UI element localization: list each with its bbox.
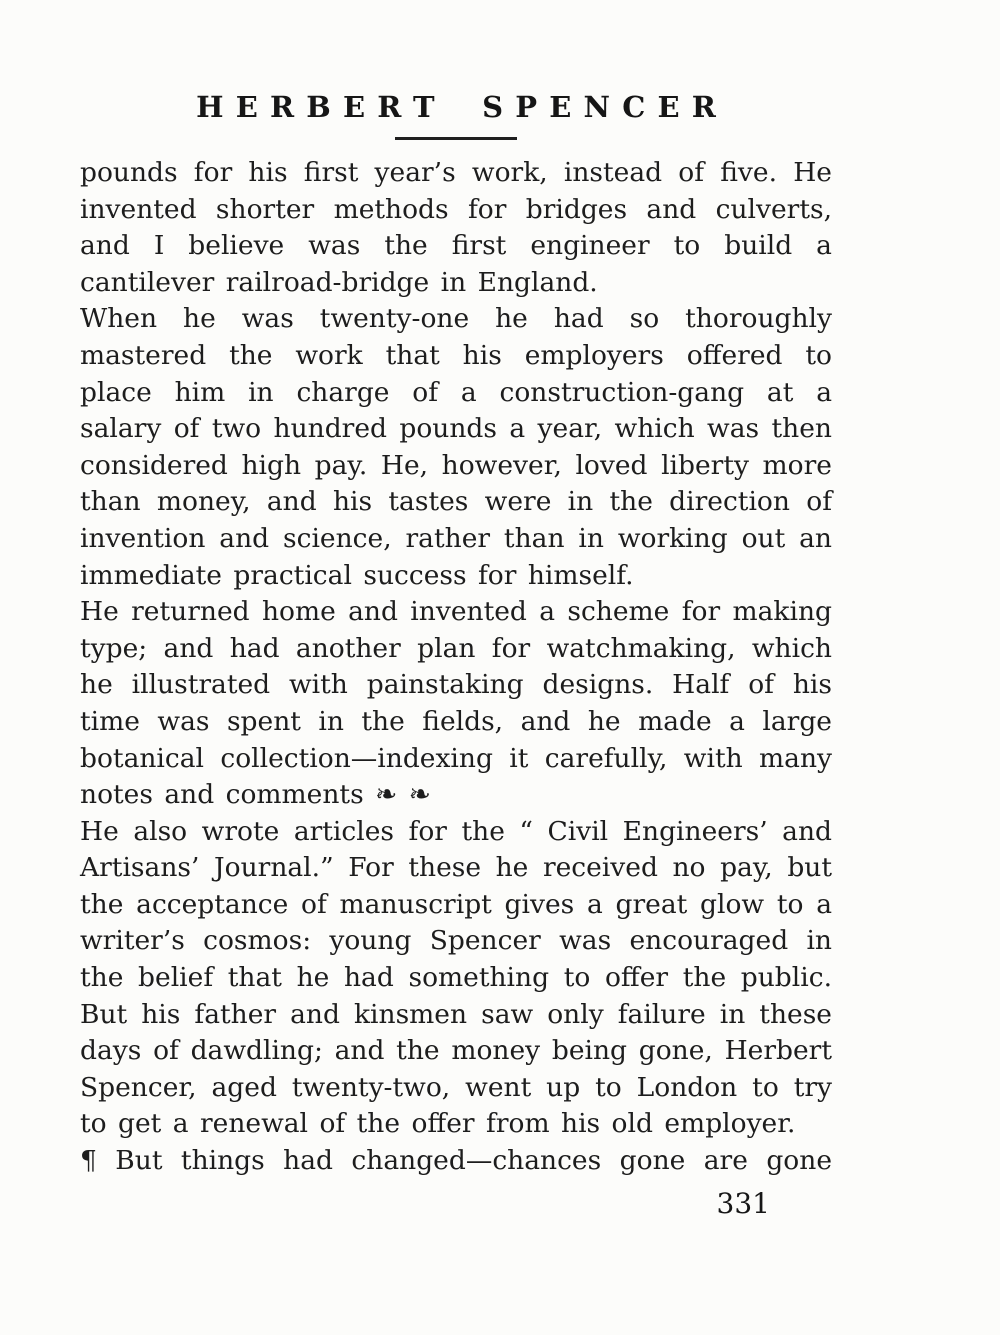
paragraph: pounds for his first year’s work, instead of five. He invented shorter methods for bridges and culverts, and I believe was the first engineer to build a cantilever railroad-bridge in England.	[80, 157, 832, 298]
paragraph: ¶ But things had changed—chances gone are gone	[80, 1145, 832, 1177]
paragraph: He returned home and invented a scheme for making type; and had another plan for watchmaking, which he illustrated with painstaking designs. Half of his time was spent in the fields, and he made a large botanical collection—indexing it carefully, with many notes and comments ❧ ❧	[80, 596, 832, 811]
page-number: 331	[716, 1186, 770, 1220]
paragraph: He also wrote articles for the “ Civil Engineers’ and Artisans’ Journal.” For these he received no pay, but the acceptance of manuscript gives a great glow to a writer’s cosmos: young Spencer was encouraged in the belief that he had something to offer the public. But his father and kinsmen saw only failure in these days of dawdling; and the money being gone, Herbert Spencer, aged twenty-two, went up to London to try to get a renewal of the offer from his old employer.	[80, 815, 832, 1140]
body-text	[80, 155, 832, 1180]
title-rule-divider	[395, 137, 517, 140]
page-title: HERBERT SPENCER	[196, 90, 729, 124]
book-page	[80, 0, 832, 1221]
paragraph: When he was twenty-one he had so thoroughly mastered the work that his employers offered to place him in charge of a construction-gang at a salary of two hundred pounds a year, which was then considered high pay. He, however, loved liberty more than money, and his tastes were in the direction of invention and science, rather than in working out an immediate practical success for himself.	[80, 303, 832, 591]
